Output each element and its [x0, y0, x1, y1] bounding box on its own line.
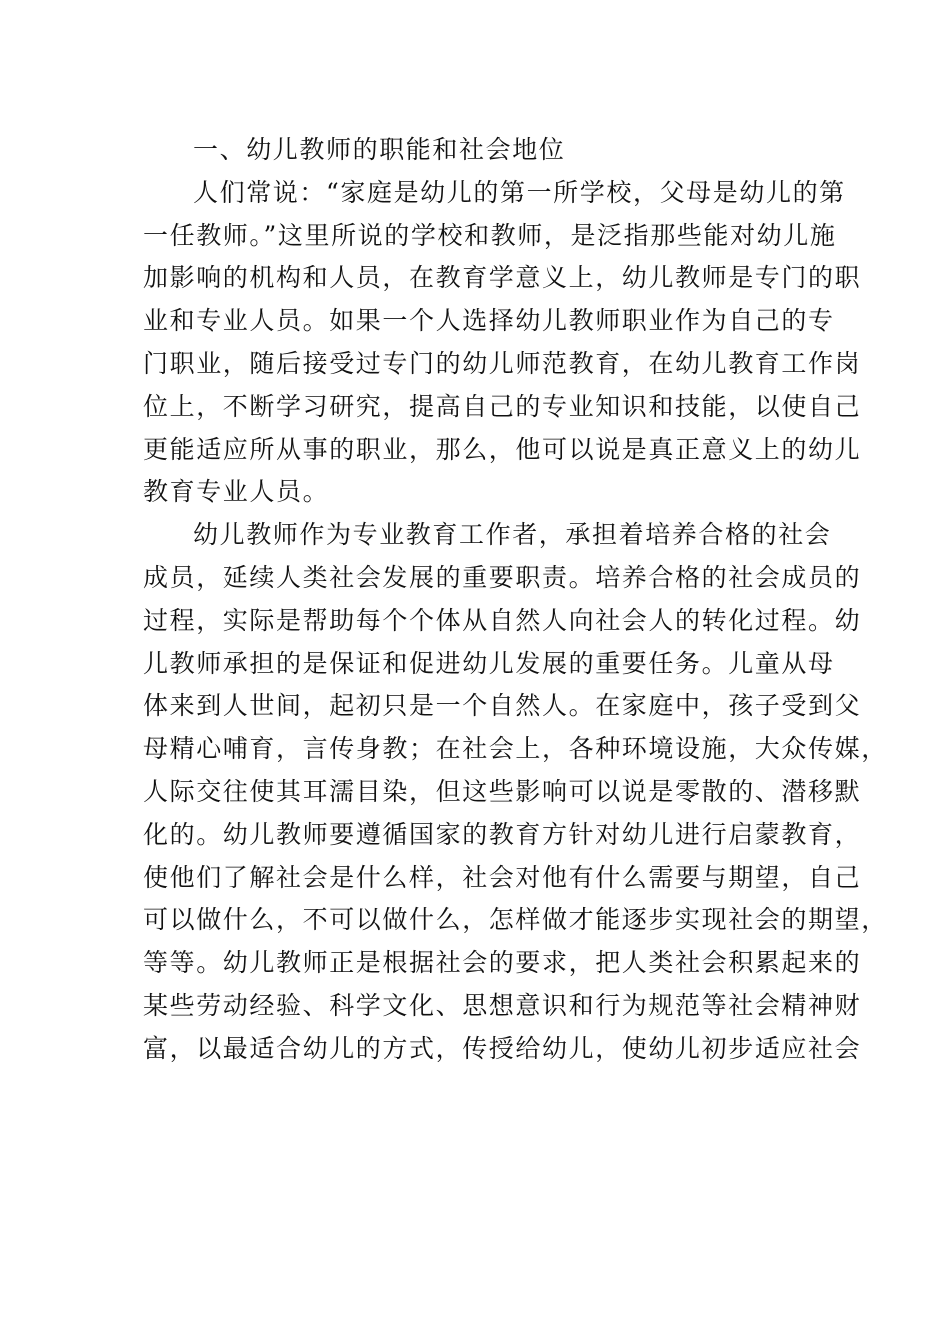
paragraph-line: 化的。幼儿教师要遵循国家的教育方针对幼儿进行启蒙教育， — [143, 819, 862, 849]
paragraph-line: 人际交往使其耳濡目染，但这些影响可以说是零散的、潜移默 — [143, 776, 862, 806]
paragraph-line: 幼儿教师作为专业教育工作者，承担着培养合格的社会 — [193, 520, 832, 550]
paragraph-line: 成员，延续人类社会发展的重要职责。培养合格的社会成员的 — [143, 562, 862, 592]
paragraph-line: 人们常说：“家庭是幼儿的第一所学校，父母是幼儿的第 — [193, 177, 846, 207]
paragraph-line: 某些劳动经验、科学文化、思想意识和行为规范等社会精神财 — [143, 990, 862, 1020]
paragraph-line: 更能适应所从事的职业，那么，他可以说是真正意义上的幼儿 — [143, 434, 862, 464]
paragraph-2 — [143, 514, 888, 1070]
paragraph-line: 业和专业人员。如果一个人选择幼儿教师职业作为自己的专 — [143, 306, 835, 336]
paragraph-1 — [143, 172, 862, 514]
paragraph-line: 可以做什么，不可以做什么，怎样做才能逐步实现社会的期望， — [143, 905, 888, 935]
paragraph-line: 过程，实际是帮助每个个体从自然人向社会人的转化过程。幼 — [143, 605, 862, 635]
paragraph-line: 体来到人世间，起初只是一个自然人。在家庭中，孩子受到父 — [143, 691, 862, 721]
paragraph-line: 使他们了解社会是什么样，社会对他有什么需要与期望，自己 — [143, 862, 862, 892]
paragraph-line: 一任教师。”这里所说的学校和教师，是泛指那些能对幼儿施 — [143, 220, 837, 250]
paragraph-line: 加影响的机构和人员，在教育学意义上，幼儿教师是专门的职 — [143, 263, 862, 293]
paragraph-line: 门职业，随后接受过专门的幼儿师范教育，在幼儿教育工作岗 — [143, 348, 862, 378]
paragraph-line: 等等。幼儿教师正是根据社会的要求，把人类社会积累起来的 — [143, 948, 862, 978]
paragraph-line: 富，以最适合幼儿的方式，传授给幼儿，使幼儿初步适应社会 — [143, 1033, 862, 1063]
paragraph-line: 儿教师承担的是保证和促进幼儿发展的重要任务。儿童从母 — [143, 648, 835, 678]
paragraph-line: 位上，不断学习研究，提高自己的专业知识和技能，以使自己 — [143, 391, 862, 421]
section-heading: 一、幼儿教师的职能和社会地位 — [193, 135, 566, 164]
document-body — [143, 129, 888, 1071]
paragraph-line: 教育专业人员。 — [143, 477, 330, 507]
paragraph-line: 母精心哺育，言传身教；在社会上，各种环境设施，大众传媒， — [143, 734, 888, 764]
